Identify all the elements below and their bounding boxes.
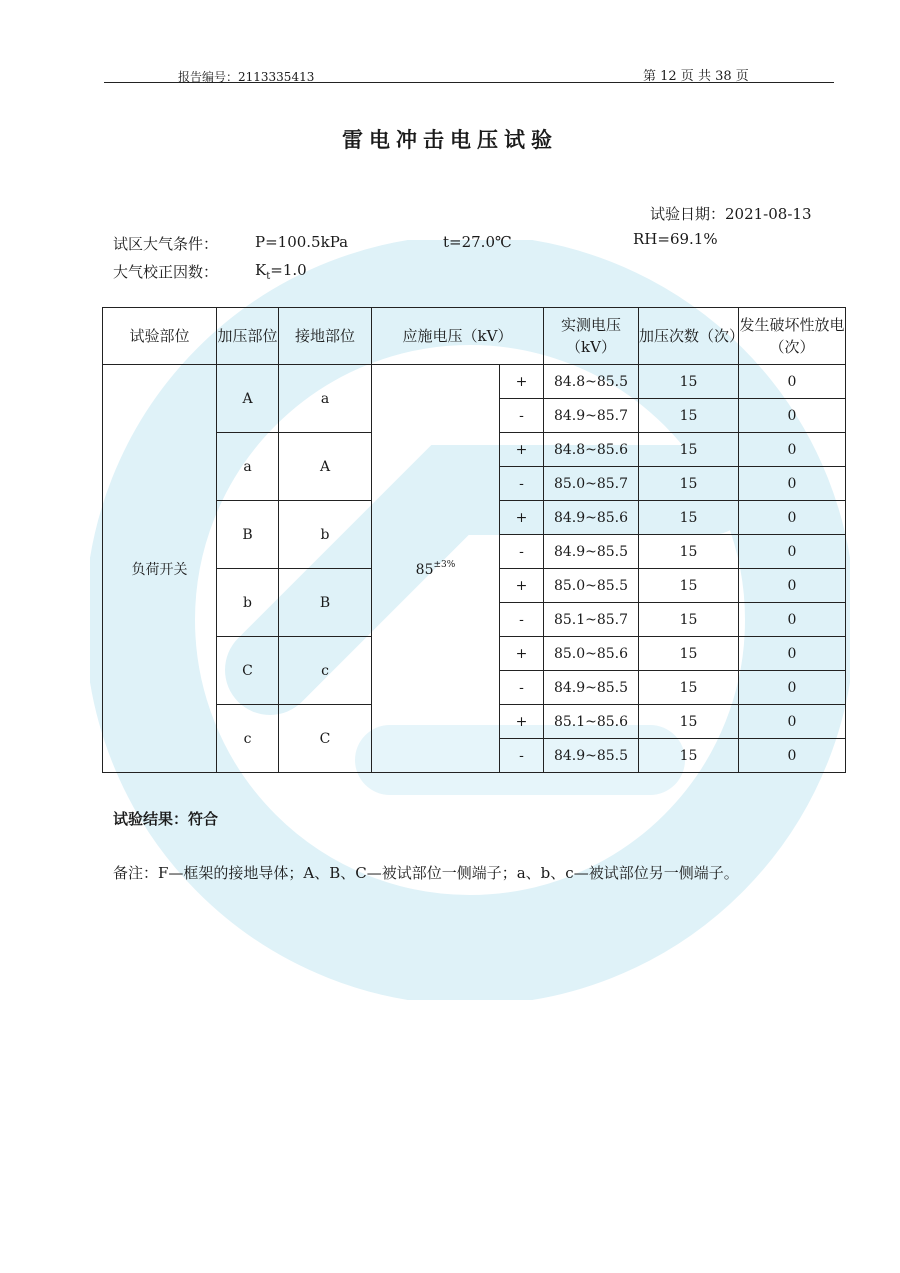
- applied-part-cell: B: [217, 501, 279, 569]
- ground-part-cell: c: [279, 637, 372, 705]
- measured-voltage-cell: 85.0~85.5: [544, 569, 639, 603]
- ground-part-cell: b: [279, 501, 372, 569]
- discharge-count-cell: 0: [739, 365, 846, 399]
- header-measured-voltage: 实测电压（kV）: [544, 308, 639, 365]
- header-discharge-count: 发生破坏性放电（次）: [739, 308, 846, 365]
- nominal-voltage-tolerance: ±3%: [433, 559, 456, 570]
- impulse-test-table: [102, 307, 846, 773]
- page-indicator: 第 12 页 共 38 页: [643, 69, 749, 84]
- measured-voltage-cell: 84.9~85.6: [544, 501, 639, 535]
- application-count-cell: 15: [639, 569, 739, 603]
- measured-voltage-cell: 84.8~85.5: [544, 365, 639, 399]
- applied-part-cell: b: [217, 569, 279, 637]
- discharge-count-cell: 0: [739, 433, 846, 467]
- measured-voltage-cell: 85.1~85.7: [544, 603, 639, 637]
- header-applied-voltage: 应施电压（kV）: [372, 308, 544, 365]
- polarity-cell: -: [500, 467, 544, 501]
- discharge-count-cell: 0: [739, 637, 846, 671]
- discharge-count-cell: 0: [739, 535, 846, 569]
- header-applied-part: 加压部位: [217, 308, 279, 365]
- polarity-cell: +: [500, 365, 544, 399]
- polarity-cell: -: [500, 399, 544, 433]
- nominal-voltage-cell: [372, 365, 500, 773]
- measured-voltage-cell: 84.9~85.5: [544, 671, 639, 705]
- test-date: 试验日期：2021-08-13: [650, 205, 812, 223]
- measured-voltage-cell: 85.0~85.6: [544, 637, 639, 671]
- discharge-count-cell: 0: [739, 603, 846, 637]
- measured-voltage-cell: 84.9~85.5: [544, 535, 639, 569]
- nominal-voltage-value: 85: [415, 561, 434, 578]
- discharge-count-cell: 0: [739, 399, 846, 433]
- application-count-cell: 15: [639, 467, 739, 501]
- header-application-count: 加压次数（次）: [639, 308, 739, 365]
- application-count-cell: 15: [639, 399, 739, 433]
- application-count-cell: 15: [639, 705, 739, 739]
- correction-factor-value: $K_t=1.0$: [255, 261, 307, 282]
- application-count-cell: 15: [639, 603, 739, 637]
- polarity-cell: +: [500, 705, 544, 739]
- polarity-cell: -: [500, 671, 544, 705]
- discharge-count-cell: 0: [739, 705, 846, 739]
- polarity-cell: -: [500, 739, 544, 773]
- humidity-value: RH=69.1%: [633, 230, 718, 248]
- polarity-cell: -: [500, 603, 544, 637]
- remarks-note: 备注：F—框架的接地导体；A、B、C—被试部位一侧端子；a、b、c—被试部位另一侧端子。: [113, 864, 739, 882]
- measured-voltage-cell: 84.9~85.7: [544, 399, 639, 433]
- report-number: 报告编号：2113335413: [178, 70, 315, 84]
- measured-voltage-cell: 84.9~85.5: [544, 739, 639, 773]
- measured-voltage-cell: 85.0~85.7: [544, 467, 639, 501]
- application-count-cell: 15: [639, 365, 739, 399]
- applied-part-cell: C: [217, 637, 279, 705]
- application-count-cell: 15: [639, 501, 739, 535]
- page-title: 雷电冲击电压试验: [342, 127, 558, 152]
- temperature-value: t=27.0℃: [443, 233, 512, 251]
- discharge-count-cell: 0: [739, 467, 846, 501]
- applied-part-cell: A: [217, 365, 279, 433]
- application-count-cell: 15: [639, 637, 739, 671]
- measured-voltage-cell: 85.1~85.6: [544, 705, 639, 739]
- application-count-cell: 15: [639, 671, 739, 705]
- pressure-value: P=100.5kPa: [255, 233, 349, 251]
- header-divider: [104, 82, 834, 83]
- polarity-cell: +: [500, 569, 544, 603]
- measured-voltage-cell: 84.8~85.6: [544, 433, 639, 467]
- discharge-count-cell: 0: [739, 671, 846, 705]
- test-part-cell: 负荷开关: [103, 365, 217, 773]
- discharge-count-cell: 0: [739, 569, 846, 603]
- polarity-cell: +: [500, 501, 544, 535]
- table-row: [103, 365, 846, 399]
- applied-part-cell: c: [217, 705, 279, 773]
- application-count-cell: 15: [639, 739, 739, 773]
- ground-part-cell: B: [279, 569, 372, 637]
- application-count-cell: 15: [639, 433, 739, 467]
- header-ground-part: 接地部位: [279, 308, 372, 365]
- atmos-conditions-label: 试区大气条件：: [113, 235, 219, 253]
- polarity-cell: +: [500, 637, 544, 671]
- polarity-cell: +: [500, 433, 544, 467]
- ground-part-cell: a: [279, 365, 372, 433]
- discharge-count-cell: 0: [739, 739, 846, 773]
- test-result: 试验结果：符合: [113, 810, 219, 828]
- table-body: [103, 365, 846, 773]
- ground-part-cell: A: [279, 433, 372, 501]
- header-test-part: 试验部位: [103, 308, 217, 365]
- applied-part-cell: a: [217, 433, 279, 501]
- ground-part-cell: C: [279, 705, 372, 773]
- application-count-cell: 15: [639, 535, 739, 569]
- correction-factor-label: 大气校正因数：: [113, 263, 219, 281]
- discharge-count-cell: 0: [739, 501, 846, 535]
- polarity-cell: -: [500, 535, 544, 569]
